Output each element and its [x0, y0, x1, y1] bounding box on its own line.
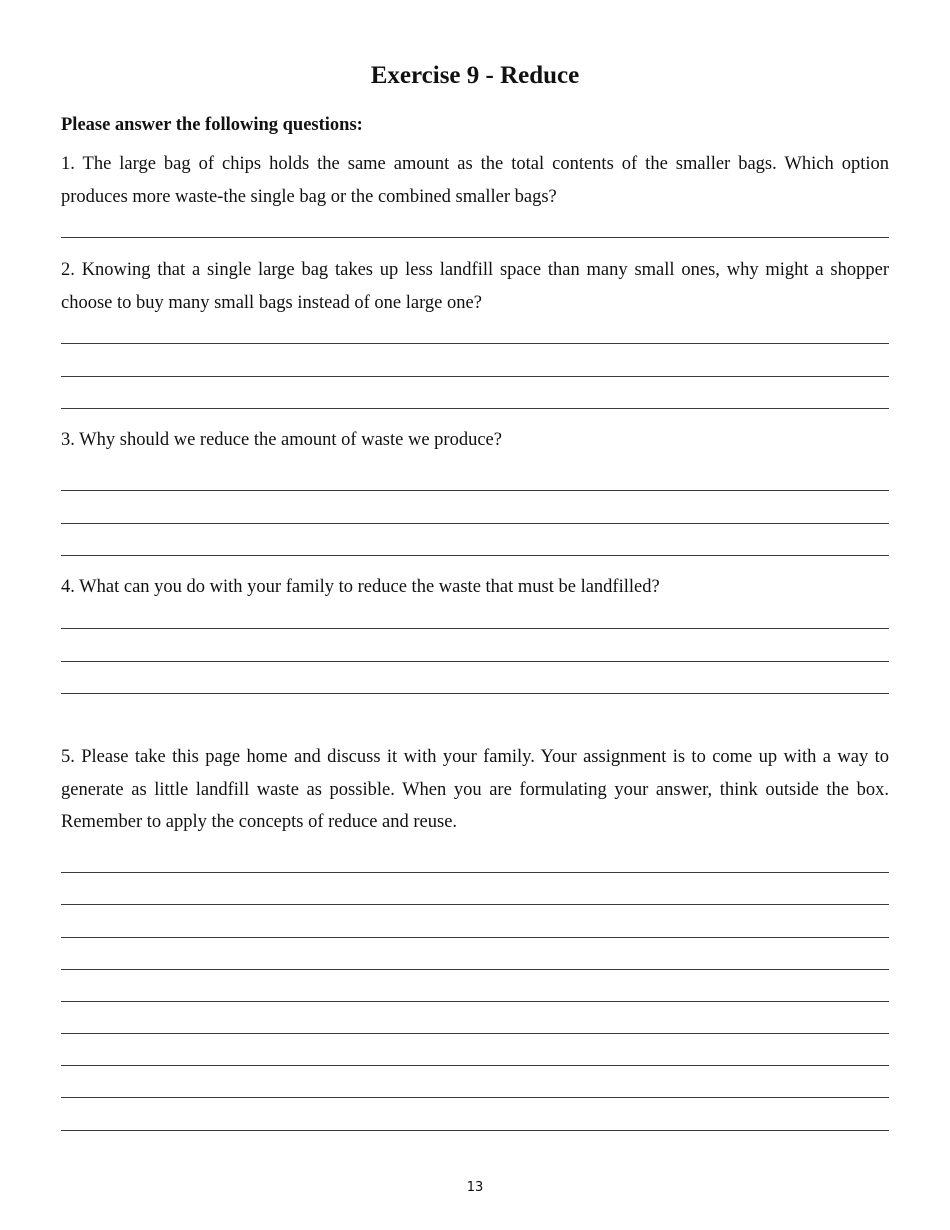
- question-4-answer-line-1[interactable]: [61, 628, 889, 629]
- question-4-answer-line-2[interactable]: [61, 661, 889, 662]
- question-5-answer-line-2[interactable]: [61, 904, 889, 905]
- question-2-text: 2. Knowing that a single large bag takes up less landfill space than many small ones, why might a shopper choose to buy many small bags instead of one large one?: [61, 260, 889, 313]
- question-2-answer-line-2[interactable]: [61, 376, 889, 377]
- question-3-answer-line-2[interactable]: [61, 523, 889, 524]
- question-2-answer-line-1[interactable]: [61, 343, 889, 344]
- question-3-answer-line-3[interactable]: [61, 555, 889, 556]
- question-4-text: 4. What can you do with your family to reduce the waste that must be landfilled?: [61, 577, 660, 597]
- question-5-answer-line-6[interactable]: [61, 1033, 889, 1034]
- question-5-answer-line-4[interactable]: [61, 969, 889, 970]
- question-5-text: 5. Please take this page home and discuss it with your family. Your assignment is to come up with a way to generate as little landfill waste as possible. When you are formulating your answer, think outside the box. Remember to apply the concepts of reduce and reuse.: [61, 747, 889, 832]
- worksheet-title: Exercise 9 - Reduce: [370, 62, 580, 89]
- question-2-answer-line-3[interactable]: [61, 408, 889, 409]
- question-3-answer-line-1[interactable]: [61, 490, 889, 491]
- question-5-answer-line-3[interactable]: [61, 937, 889, 938]
- question-1-answer-line-1[interactable]: [61, 237, 889, 238]
- question-5-answer-line-8[interactable]: [61, 1097, 889, 1098]
- question-5-answer-line-7[interactable]: [61, 1065, 889, 1066]
- question-5-answer-line-1[interactable]: [61, 872, 889, 873]
- instructions-heading: Please answer the following questions:: [61, 115, 363, 135]
- question-5-answer-line-5[interactable]: [61, 1001, 889, 1002]
- question-1-text: 1. The large bag of chips holds the same amount as the total contents of the smaller bags. Which option produces more waste-the single bag or the combined smaller bags?: [61, 154, 889, 207]
- question-3-text: 3. Why should we reduce the amount of waste we produce?: [61, 430, 502, 450]
- page-number: 13: [466, 1180, 484, 1195]
- question-4-answer-line-3[interactable]: [61, 693, 889, 694]
- question-5-answer-line-9[interactable]: [61, 1130, 889, 1131]
